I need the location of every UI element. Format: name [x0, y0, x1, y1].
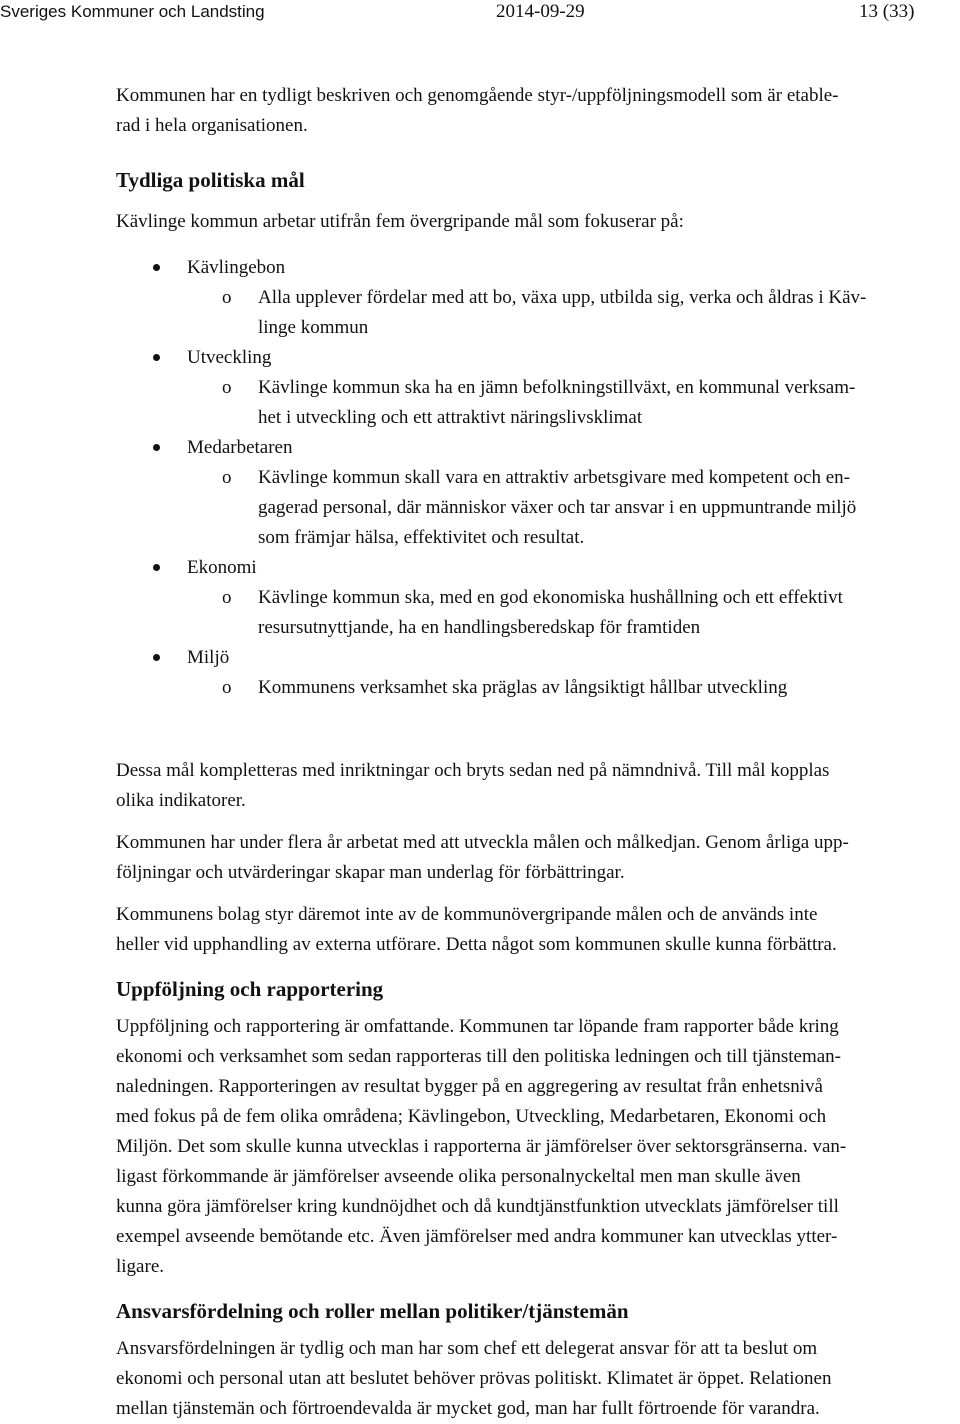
goal-description: [187, 283, 946, 343]
text-line: Uppföljning och rapportering är omfattande. Kommunen tar löpande fram rapporter både kring: [116, 1016, 839, 1037]
text-line: naledningen. Rapporteringen av resultat bygger på en aggregering av resultat från enhetsnivå: [116, 1076, 823, 1097]
section-heading-political-goals: Tydliga politiska mål: [116, 168, 305, 192]
text-line: linge kommun: [258, 317, 369, 338]
text-line: kunna göra jämförelser kring kundnöjdhet och då kundtjänstfunktion utvecklats jämförelser till: [116, 1196, 839, 1217]
paragraph: [116, 756, 946, 816]
goal-item: [116, 553, 946, 643]
text-line: Kävlinge kommun ska, med en god ekonomiska hushållning och ett effektivt: [258, 587, 843, 608]
text-line: Kommunen har under flera år arbetat med att utveckla målen och målkedjan. Genom årliga upp-: [116, 832, 849, 853]
sub-bullet-marker: o: [222, 587, 232, 608]
goal-label: Kävlingebon: [187, 257, 286, 278]
goals-lead-text: Kävlinge kommun arbetar utifrån fem övergripande mål som fokuserar på:: [116, 211, 684, 232]
text-line: rad i hela organisationen.: [116, 115, 308, 136]
goals-list: [116, 253, 946, 703]
text-line: Kommunens verksamhet ska präglas av långsiktigt hållbar utveckling: [258, 677, 788, 698]
goal-description: [187, 373, 946, 433]
intro-paragraph: [116, 81, 946, 141]
sub-bullet-marker: o: [222, 377, 232, 398]
document-body: [116, 81, 946, 1424]
text-line: het i utveckling och ett attraktivt näringslivsklimat: [258, 407, 643, 428]
text-line: mellan tjänstemän och förtroendevalda är mycket god, man har fullt förtroende för varandra.: [116, 1398, 820, 1419]
header-organization: Sveriges Kommuner och Landsting: [0, 2, 265, 21]
sub-bullet-marker: o: [222, 467, 232, 488]
text-line: Kommunens bolag styr däremot inte av de kommunövergripande målen och de används inte: [116, 904, 818, 925]
goal-item: [116, 643, 946, 703]
paragraph: [116, 1012, 946, 1282]
text-line: Kävlinge kommun ska ha en jämn befolkningstillväxt, en kommunal verksam-: [258, 377, 856, 398]
goal-description: [187, 463, 946, 553]
paragraph: [116, 900, 946, 960]
text-line: Kommunen har en tydligt beskriven och genomgående styr-/uppföljningsmodell som är etable-: [116, 85, 839, 106]
text-line: ekonomi och verksamhet som sedan rapporteras till den politiska ledningen och till tjänsteman-: [116, 1046, 841, 1067]
paragraph: [116, 1334, 946, 1424]
goal-label: Ekonomi: [187, 557, 257, 578]
text-line: exempel avseende bemötande etc. Även jämförelser med andra kommuner kan utvecklas ytter-: [116, 1226, 838, 1247]
text-line: Ansvarsfördelningen är tydlig och man har som chef ett delegerat ansvar för att ta beslut om: [116, 1338, 818, 1359]
text-line: Miljön. Det som skulle kunna utvecklas i rapporterna är jämförelser över sektorsgränserna. van-: [116, 1136, 847, 1157]
goal-item: [116, 253, 946, 343]
text-line: som främjar hälsa, effektivitet och resultat.: [258, 527, 585, 548]
text-line: med fokus på de fem olika områdena; Kävlingebon, Utveckling, Medarbetaren, Ekonomi och: [116, 1106, 827, 1127]
header-page-number: 13 (33): [859, 1, 915, 22]
text-line: Kävlinge kommun skall vara en attraktiv arbetsgivare med kompetent och en-: [258, 467, 850, 488]
sub-bullet-marker: o: [222, 677, 232, 698]
page-header: [0, 0, 960, 28]
text-line: ligast förkommande är jämförelser avseende olika personalnyckeltal men man skulle även: [116, 1166, 801, 1187]
goal-item: [116, 433, 946, 553]
text-line: resursutnyttjande, ha en handlingsberedskap för framtiden: [258, 617, 701, 638]
text-line: olika indikatorer.: [116, 790, 246, 811]
section-heading-follow-up: Uppföljning och rapportering: [116, 977, 384, 1001]
goal-item: [116, 343, 946, 433]
header-date: 2014-09-29: [496, 1, 585, 22]
goal-label: Utveckling: [187, 347, 272, 368]
goal-description: [187, 583, 946, 643]
text-line: följningar och utvärderingar skapar man underlag för förbättringar.: [116, 862, 625, 883]
text-line: ekonomi och personal utan att beslutet behöver prövas politiskt. Klimatet är öppet. Relationen: [116, 1368, 832, 1389]
goal-label: Medarbetaren: [187, 437, 293, 458]
text-line: ligare.: [116, 1256, 165, 1277]
goal-label: Miljö: [187, 647, 230, 668]
text-line: heller vid upphandling av externa utförare. Detta något som kommunen skulle kunna förbättra.: [116, 934, 837, 955]
goal-description: [187, 673, 946, 703]
text-line: Alla upplever fördelar med att bo, växa upp, utbilda sig, verka och åldras i Käv-: [258, 287, 867, 308]
section-heading-responsibilities: Ansvarsfördelning och roller mellan politiker/tjänstemän: [116, 1299, 629, 1323]
text-line: Dessa mål kompletteras med inriktningar och bryts sedan ned på nämndnivå. Till mål kopplas: [116, 760, 830, 781]
sub-bullet-marker: o: [222, 287, 232, 308]
paragraph: [116, 828, 946, 888]
text-line: gagerad personal, där människor växer och tar ansvar i en uppmuntrande miljö: [258, 497, 857, 518]
